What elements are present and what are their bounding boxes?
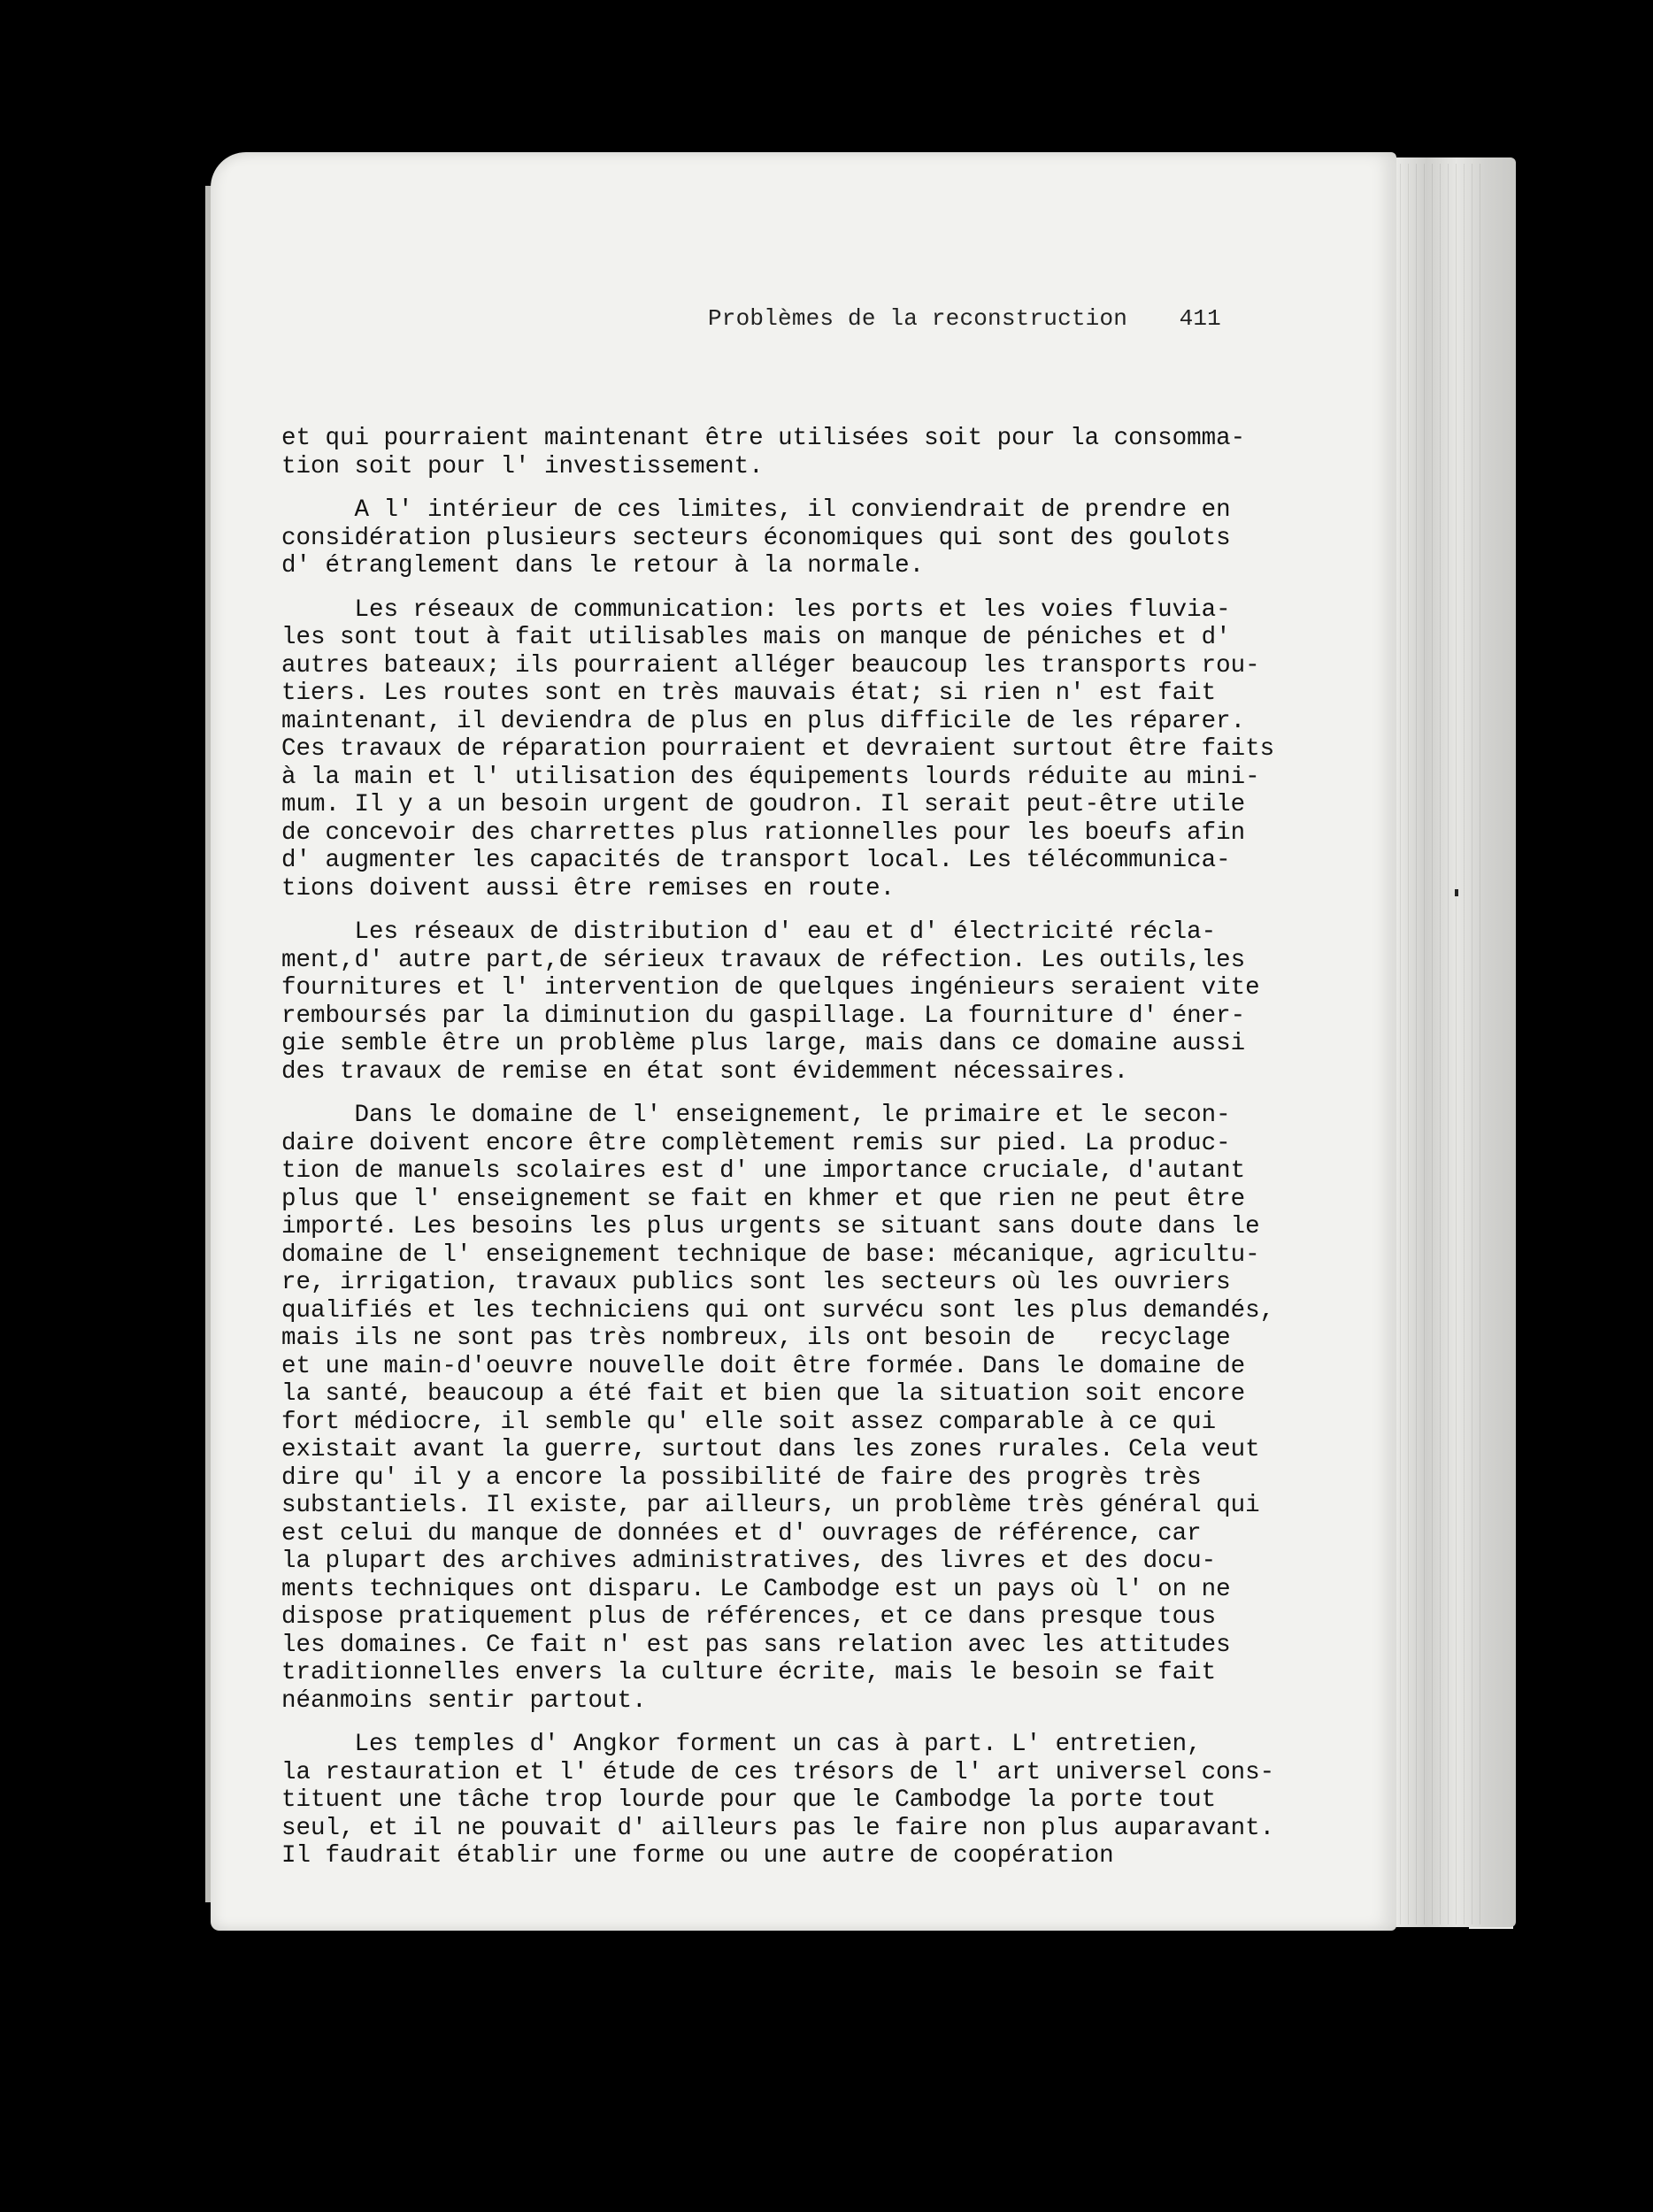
text-line: fort médiocre, il semble qu' elle soit assez comparable à ce qui (281, 1408, 1217, 1436)
text-line: maintenant, il deviendra de plus en plus difficile de les réparer. (281, 707, 1246, 735)
text-line: tion soit pour l' investissement. (281, 452, 764, 480)
text-line: d' augmenter les capacités de transport local. Les télécommunica- (281, 847, 1231, 874)
body-text (281, 425, 1275, 1886)
text-line: traditionnelles envers la culture écrite, mais le besoin se fait (281, 1659, 1217, 1686)
text-line: la plupart des archives administratives, des livres et des docu- (281, 1548, 1217, 1575)
text-line: dispose pratiquement plus de références, et ce dans presque tous (281, 1603, 1217, 1631)
text-line: qualifiés et les techniciens qui ont survécu sont les plus demandés, (281, 1296, 1275, 1325)
text-line: la restauration et l' étude de ces trésors de l' art universel cons- (281, 1758, 1275, 1786)
text-line: fournitures et l' intervention de quelques ingénieurs seraient vite (281, 974, 1260, 1002)
running-title: Problèmes de la reconstruction (708, 305, 1128, 332)
text-line: ment,d' autre part,de sérieux travaux de réfection. Les outils,les (281, 946, 1246, 974)
paragraph (281, 1731, 1275, 1870)
text-line: les sont tout à fait utilisables mais on manque de péniches et d' (281, 624, 1231, 651)
text-line: Les temples d' Angkor forment un cas à part. L' entretien, (281, 1731, 1202, 1758)
text-line: plus que l' enseignement se fait en khmer et que rien ne peut être (281, 1185, 1246, 1213)
text-line: seul, et il ne pouvait d' ailleurs pas le faire non plus auparavant. (281, 1814, 1275, 1842)
text-line: tion de manuels scolaires est d' une importance cruciale, d'autant (281, 1157, 1246, 1185)
paragraph (281, 425, 1246, 480)
text-line: daire doivent encore être complètement remis sur pied. La produc- (281, 1129, 1231, 1157)
text-line: tions doivent aussi être remises en route. (281, 874, 896, 902)
edge-mark (1455, 889, 1458, 896)
text-line: domaine de l' enseignement technique de base: mécanique, agricultu- (281, 1240, 1260, 1269)
text-line: A l' intérieur de ces limites, il conviendrait de prendre en (281, 496, 1231, 524)
text-line: gie semble être un problème plus large, mais dans ce domaine aussi (281, 1030, 1246, 1057)
text-line: les domaines. Ce fait n' est pas sans relation avec les attitudes (281, 1631, 1231, 1659)
text-line: dire qu' il y a encore la possibilité de faire des progrès très (281, 1463, 1202, 1492)
text-line: et qui pourraient maintenant être utilisées soit pour la consomma- (281, 425, 1246, 452)
text-line: remboursés par la diminution du gaspillage. La fourniture d' éner- (281, 1002, 1246, 1030)
text-line: re, irrigation, travaux publics sont les secteurs où les ouvriers (281, 1269, 1231, 1296)
paragraph (281, 918, 1260, 1086)
text-line: tituent une tâche trop lourde pour que le Cambodge la porte tout (281, 1786, 1217, 1814)
text-line: autres bateaux; ils pourraient alléger beaucoup les transports rou- (281, 651, 1260, 680)
text-line: importé. Les besoins les plus urgents se situant sans doute dans le (281, 1213, 1260, 1240)
page-number: 411 (1179, 305, 1221, 332)
text-line: Les réseaux de communication: les ports et les voies fluvia- (281, 595, 1231, 624)
text-line: la santé, beaucoup a été fait et bien que la situation soit encore (281, 1380, 1246, 1408)
text-line: Dans le domaine de l' enseignement, le primaire et le secon- (281, 1102, 1231, 1129)
text-line: néanmoins sentir partout. (281, 1686, 647, 1715)
text-line: mais ils ne sont pas très nombreux, ils ont besoin de recyclage (281, 1325, 1231, 1352)
text-line: Ces travaux de réparation pourraient et devraient surtout être faits (281, 735, 1275, 763)
text-line: et une main-d'oeuvre nouvelle doit être formée. Dans le domaine de (281, 1352, 1246, 1380)
text-line: d' étranglement dans le retour à la normale. (281, 552, 925, 580)
text-line: des travaux de remise en état sont évidemment nécessaires. (281, 1057, 1129, 1086)
paragraph (281, 595, 1275, 903)
text-line: de concevoir des charrettes plus rationnelles pour les boeufs afin (281, 818, 1246, 847)
text-line: tiers. Les routes sont en très mauvais état; si rien n' est fait (281, 680, 1217, 707)
text-line: Les réseaux de distribution d' eau et d' électricité récla- (281, 918, 1217, 946)
text-line: à la main et l' utilisation des équipements lourds réduite au mini- (281, 763, 1260, 791)
text-line: existait avant la guerre, surtout dans les zones rurales. Cela veut (281, 1436, 1260, 1463)
paragraph (281, 1102, 1275, 1715)
text-line: Il faudrait établir une forme ou une autre de coopération (281, 1842, 1114, 1870)
text-line: considération plusieurs secteurs économiques qui sont des goulots (281, 524, 1231, 552)
paragraph (281, 496, 1237, 580)
text-line: est celui du manque de données et d' ouvrages de référence, car (281, 1519, 1202, 1548)
text-line: substantiels. Il existe, par ailleurs, un problème très général qui (281, 1492, 1260, 1519)
running-header (708, 305, 1221, 332)
text-line: ments techniques ont disparu. Le Cambodge est un pays où l' on ne (281, 1575, 1231, 1603)
text-line: mum. Il y a un besoin urgent de goudron. Il serait peut-être utile (281, 791, 1246, 818)
